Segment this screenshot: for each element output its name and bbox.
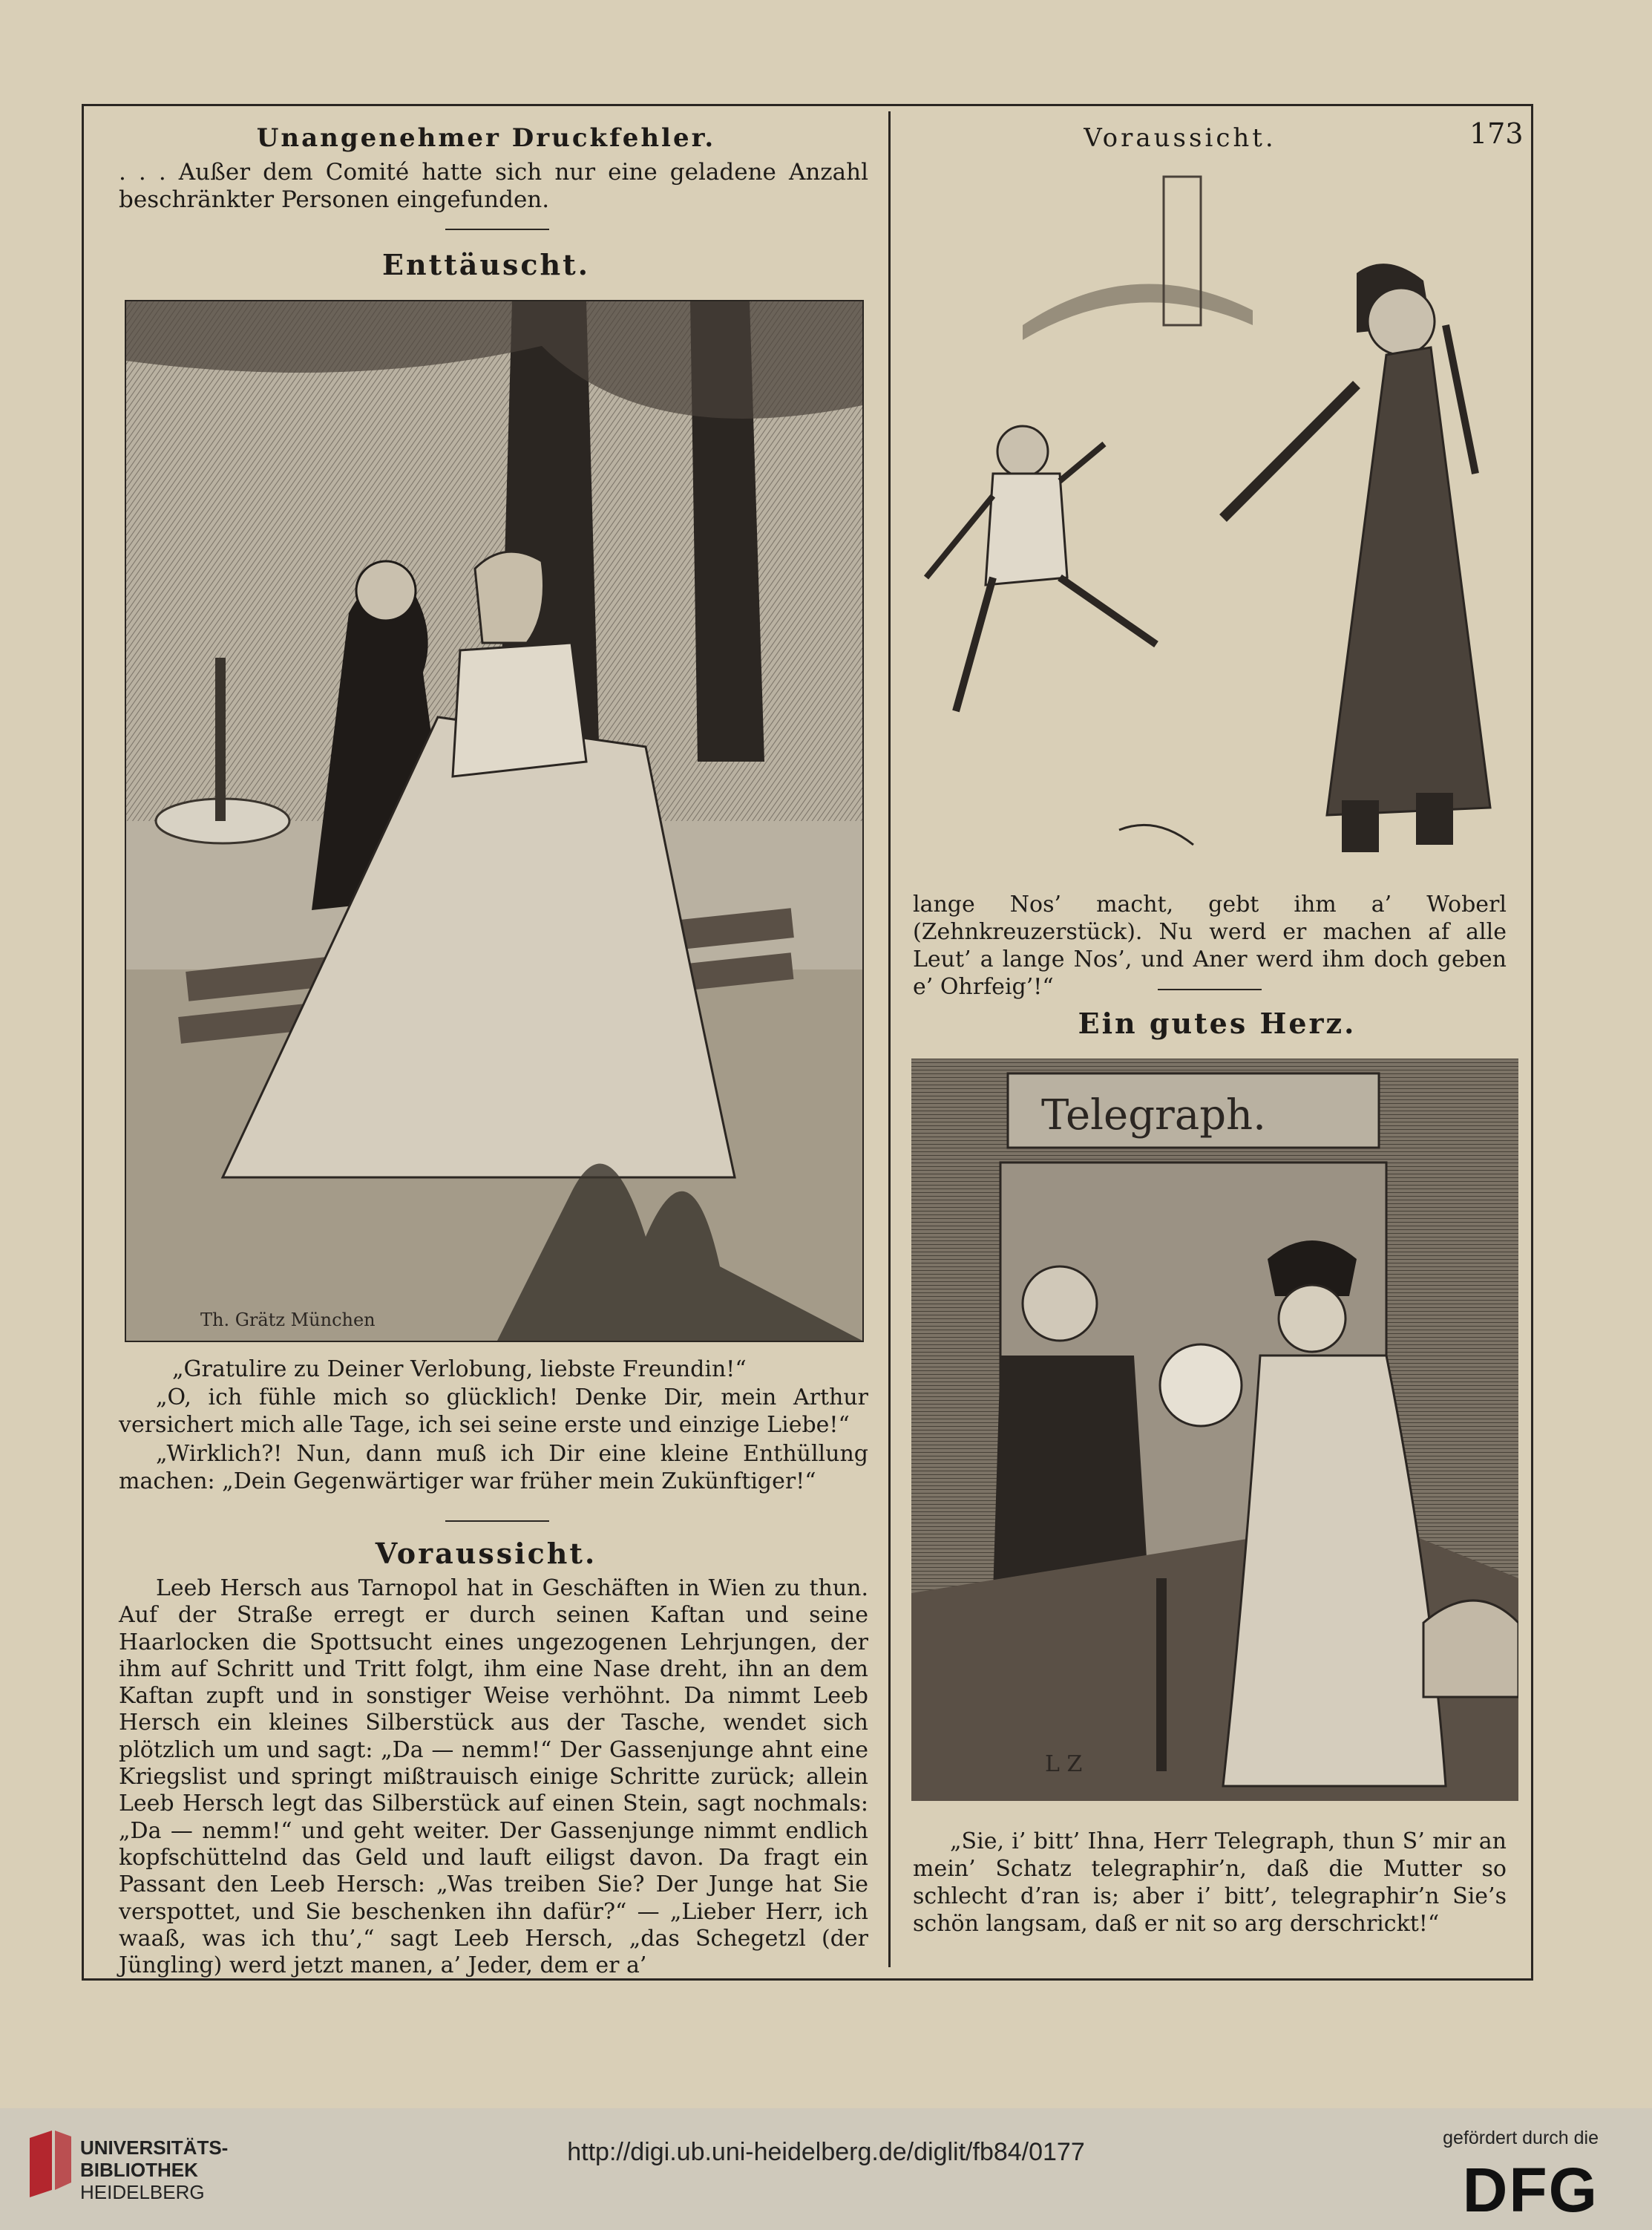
text-druckfehler: . . . Außer dem Comité hatte sich nur eine geladene Anzahl beschränkter Personen eingefunden. bbox=[119, 159, 868, 213]
caption-reply-text: „O, ich fühle mich so glücklich! Denke Dir, mein Arthur versichert mich alle Tage, ich sei seine erste und einzige Liebe!“ bbox=[119, 1384, 868, 1438]
heading-enttaeuscht: Enttäuscht. bbox=[382, 248, 590, 281]
viewer-footer bbox=[0, 2108, 1652, 2230]
library-name-line2: BIBLIOTHEK bbox=[80, 2159, 198, 2181]
illustration-signature: Th. Grätz München bbox=[200, 1309, 376, 1330]
funded-by-label: gefördert durch die bbox=[1443, 2128, 1599, 2148]
story-text: Leeb Hersch aus Tarnopol hat in Geschäften in Wien zu thun. Auf der Straße erregt er durch seinen Kaftan und seine Haarlocken die Spottsucht eines ungezogenen Lehrjungen, der ihm auf Schritt und Tritt folgt, ihm eine Nase dreht, ihn an dem Kaftan zupft und in sonstiger Weise verhöhnt. Da nimmt Leeb Hersch ein kleines Silberstück aus der Tasche, wendet sich plötzlich um und sagt: „Da — nemm!“ Der Gassenjunge ahnt eine Kriegslist und springt mißtrauisch einige Schritte zurück; allein Leeb Hersch legt das Silberstück auf einen Stein, sagt nochmals: „Da — nemm!“ und geht weiter. Der Gassenjunge nimmt endlich kopfschüttelnd das Geld und lauft eiligst davon. Da fragt ein Passant den Leeb Hersch: „Was treiben Sie? Der Junge hat Sie verspottet, und Sie beschenken ihn dafür?“ — „Lieber Herr, ich waaß, was ich thu’,“ sagt Leeb Hersch, „das Schegetzl (der Jüngling) werd jetzt manen, a’ Jeder, dem er a’ bbox=[119, 1575, 868, 1979]
story-voraussicht bbox=[119, 1575, 868, 1979]
gutes-herz-text: „Sie, i’ bitt’ Ihna, Herr Telegraph, thun S’ mir an mein’ Schatz telegraphir’n, daß die Mutter so schlecht d’ran is; aber i’ bitt’, telegraphir’n Sie’s schön langsam, daß er nit so arg derschrickt!“ bbox=[913, 1828, 1507, 1937]
heading-druckfehler: Unangenehmer Druckfehler. bbox=[256, 123, 716, 153]
illustration-park-bench bbox=[125, 300, 864, 1342]
heading-voraussicht-right: Voraussicht. bbox=[1084, 123, 1276, 153]
page-number: 173 bbox=[1469, 117, 1524, 150]
caption-reveal bbox=[119, 1440, 868, 1495]
library-name-line1: UNIVERSITÄTS- bbox=[80, 2136, 229, 2159]
column-divider bbox=[888, 111, 891, 1967]
text-voraussicht-end: lange Nos’ macht, gebt ihm a’ Woberl (Zehnkreuzerstück). Nu werd er machen af alle Leut’ a lange Nos’, und Aner werd ihm doch geben e’ Ohrfeig’!“ bbox=[913, 892, 1507, 1000]
illustration-telegraph-office bbox=[911, 1059, 1518, 1801]
rule bbox=[1158, 989, 1262, 990]
library-name-line3: HEIDELBERG bbox=[80, 2181, 205, 2203]
text-gutes-herz bbox=[913, 1828, 1507, 1938]
illustration-monogram: L Z bbox=[1045, 1751, 1083, 1777]
rule bbox=[445, 229, 549, 230]
illustration-street-scene bbox=[911, 162, 1505, 883]
telegraph-office-drawing bbox=[911, 1059, 1518, 1801]
heading-voraussicht: Voraussicht. bbox=[375, 1537, 597, 1570]
street-scene-drawing bbox=[911, 162, 1505, 883]
rule bbox=[445, 1520, 549, 1522]
caption-reply bbox=[119, 1384, 868, 1439]
dfg-logo[interactable]: DFG bbox=[1462, 2155, 1599, 2225]
park-bench-drawing bbox=[126, 301, 862, 1341]
permalink-url[interactable]: http://digi.ub.uni-heidelberg.de/diglit/fb84/0177 bbox=[567, 2138, 1085, 2166]
telegraph-sign: Telegraph. bbox=[1041, 1091, 1266, 1139]
caption-congrats: „Gratulire zu Deiner Verlobung, liebste Freundin!“ bbox=[172, 1356, 747, 1382]
caption-reveal-text: „Wirklich?! Nun, dann muß ich Dir eine kleine Enthüllung machen: „Dein Gegenwärtiger war früher mein Zukünftiger!“ bbox=[119, 1441, 868, 1494]
heading-gutes-herz: Ein gutes Herz. bbox=[1078, 1007, 1357, 1040]
